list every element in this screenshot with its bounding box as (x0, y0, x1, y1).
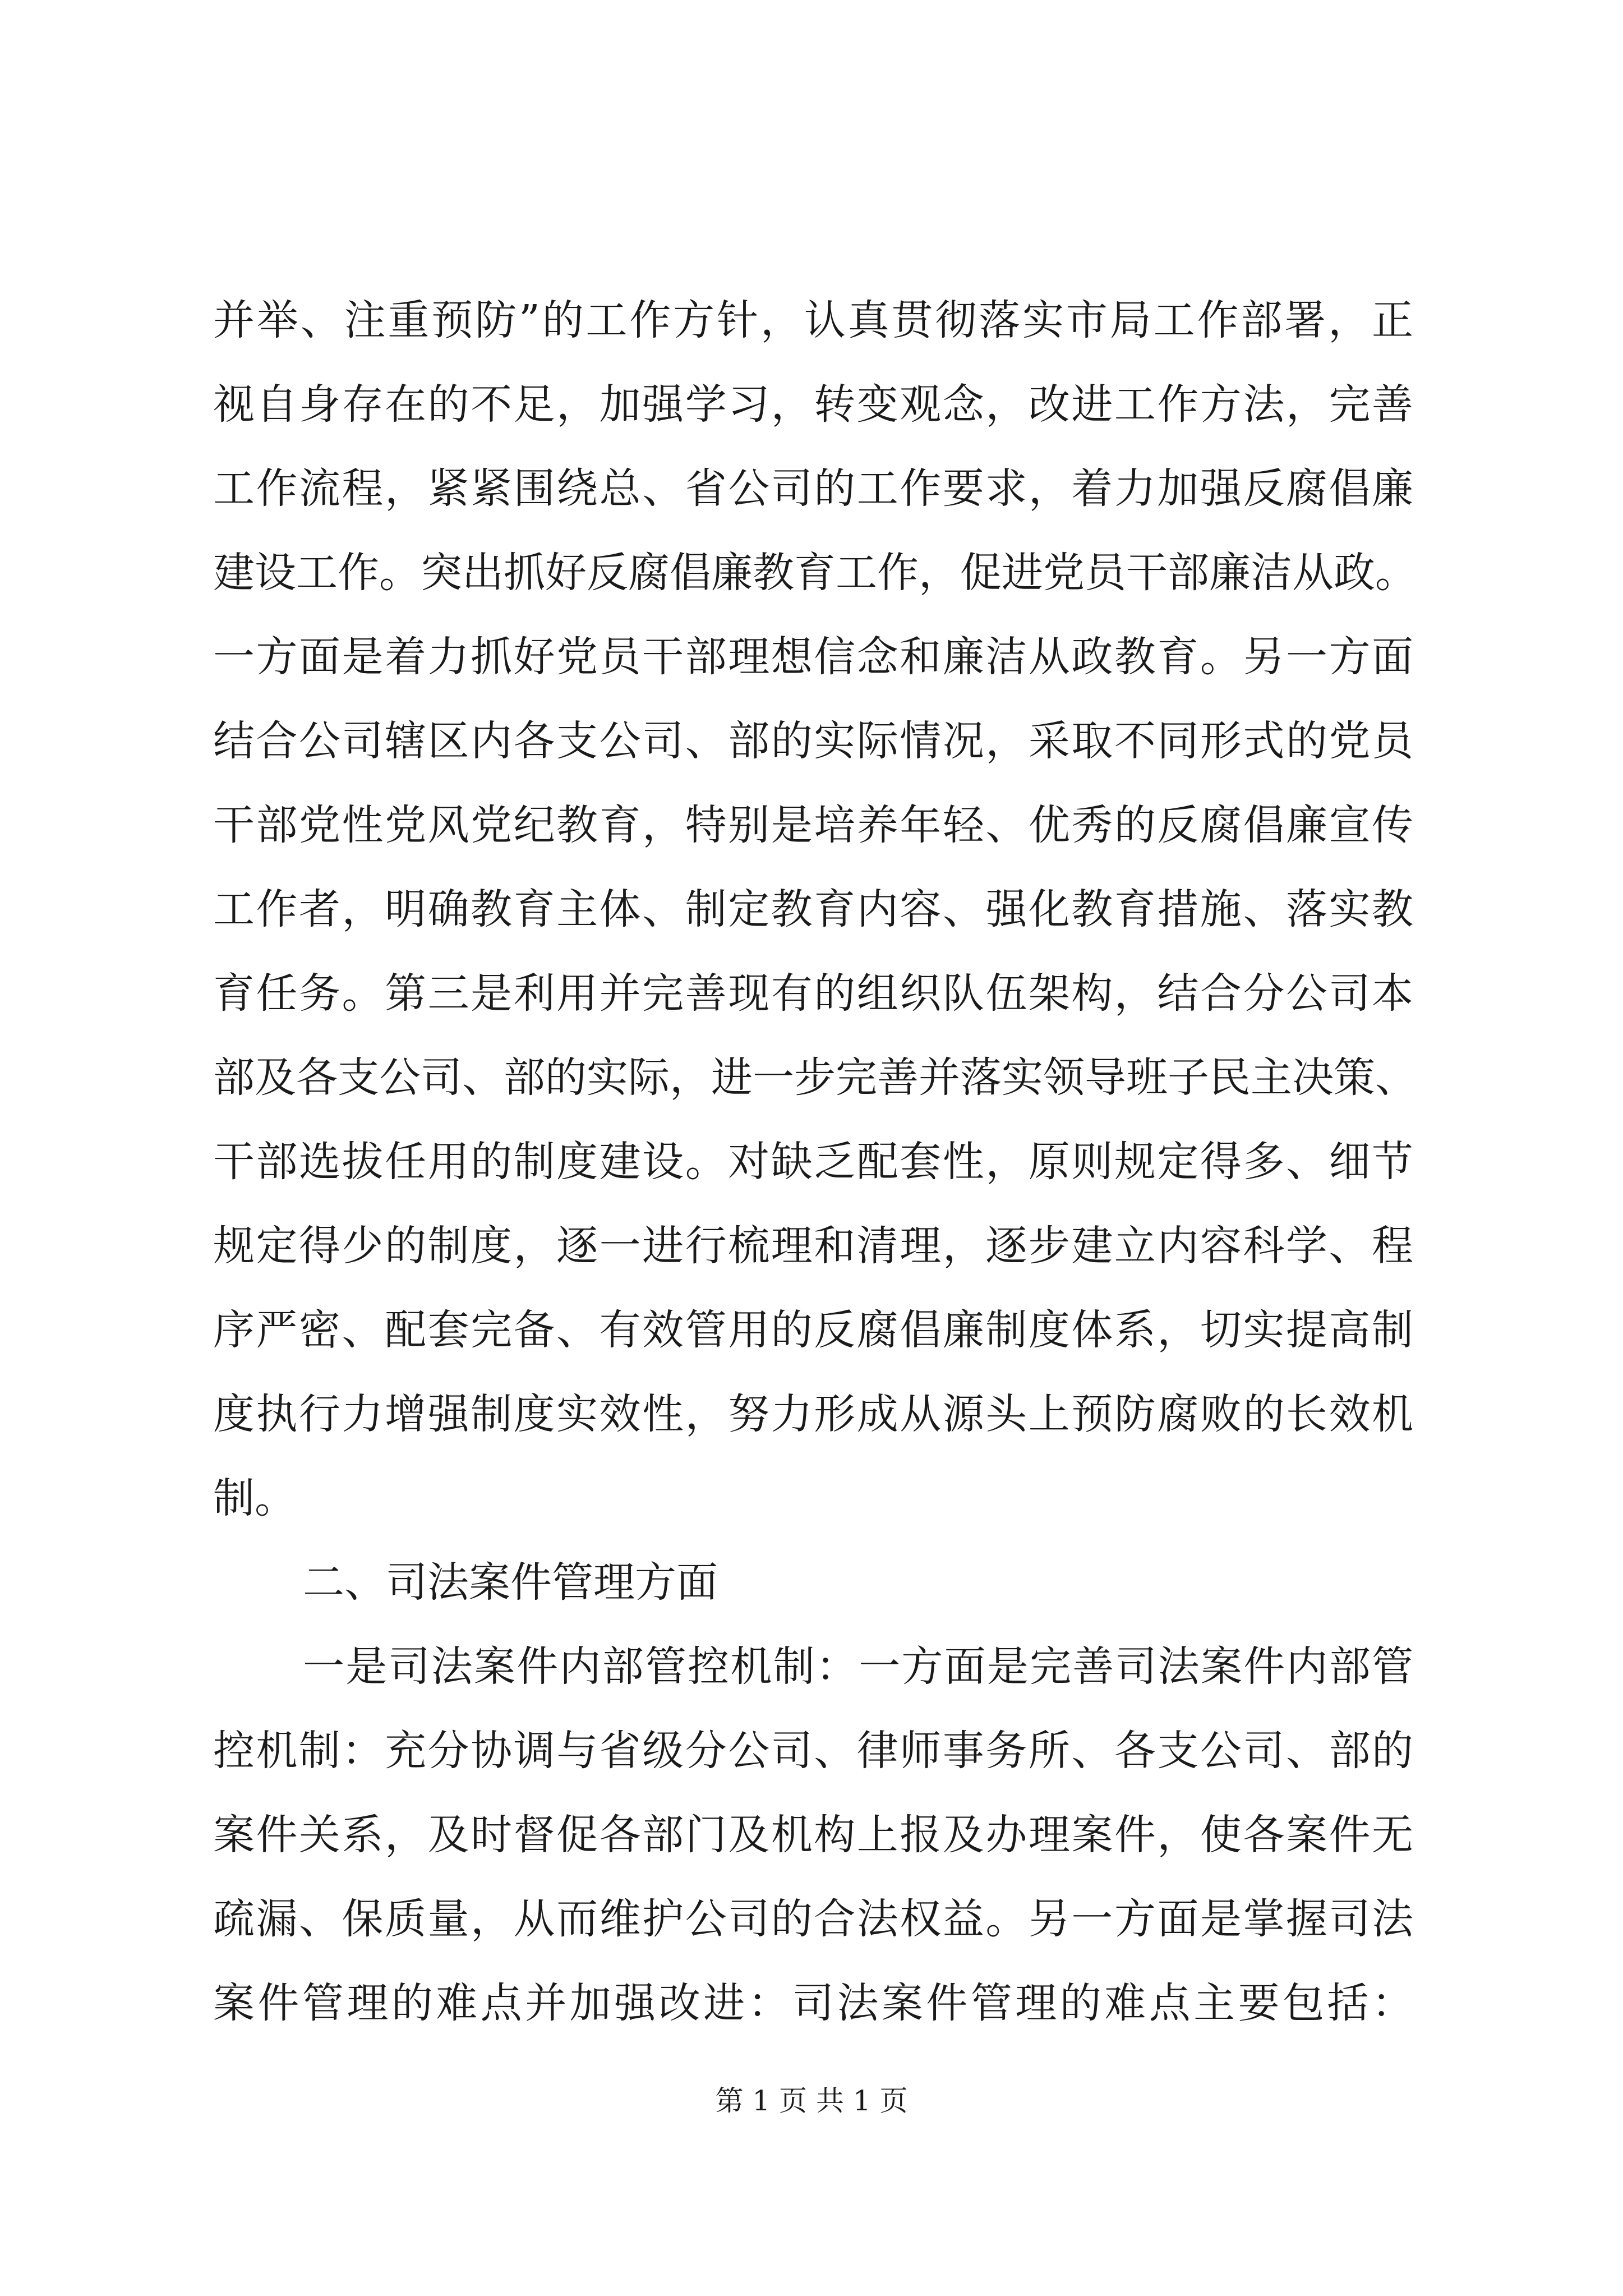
text-line: 干部选拔任用的制度建设。对缺乏配套性，原则规定得多、细节 (213, 1138, 1413, 1186)
text-line: 工作流程，紧紧围绕总、省公司的工作要求，着力加强反腐倡廉 (213, 464, 1413, 513)
text-line: 部及各支公司、部的实际，进一步完善并落实领导班子民主决策、 (213, 1053, 1417, 1102)
text-line: 控机制：充分协调与省级分公司、律师事务所、各支公司、部的 (213, 1727, 1413, 1775)
page-number-footer: 第 1 页 共 1 页 (715, 2085, 908, 2117)
text-line: 案件关系，及时督促各部门及机构上报及办理案件，使各案件无 (213, 1811, 1413, 1859)
text-line: 视自身存在的不足，加强学习，转变观念，改进工作方法，完善 (213, 380, 1413, 429)
text-line: 建设工作。突出抓好反腐倡廉教育工作，促进党员干部廉洁从政。 (213, 549, 1417, 597)
text-line: 干部党性党风党纪教育，特别是培养年轻、优秀的反腐倡廉宣传 (213, 801, 1413, 849)
text-line: 序严密、配套完备、有效管用的反腐倡廉制度体系，切实提高制 (213, 1306, 1413, 1354)
text-line: 案件管理的难点并加强改进：司法案件管理的难点主要包括： (213, 1979, 1413, 2027)
text-line: 结合公司辖区内各支公司、部的实际情况，采取不同形式的党员 (213, 717, 1413, 765)
section-heading: 二、司法案件管理方面 (303, 1558, 718, 1607)
text-line: 并举、注重预防”的工作方针，认真贯彻落实市局工作部署，正 (213, 296, 1413, 344)
text-line: 一是司法案件内部管控机制：一方面是完善司法案件内部管 (303, 1642, 1413, 1691)
text-line: 度执行力增强制度实效性，努力形成从源头上预防腐败的长效机 (213, 1390, 1413, 1438)
text-line: 一方面是着力抓好党员干部理想信念和廉洁从政教育。另一方面 (213, 633, 1413, 681)
text-line: 制。 (213, 1474, 296, 1522)
text-line: 育任务。第三是利用并完善现有的组织队伍架构，结合分公司本 (213, 969, 1413, 1018)
text-line: 工作者，明确教育主体、制定教育内容、强化教育措施、落实教 (213, 885, 1413, 933)
body-text (213, 278, 1417, 2045)
text-line: 规定得少的制度，逐一进行梳理和清理，逐步建立内容科学、程 (213, 1222, 1413, 1270)
text-line: 疏漏、保质量，从而维护公司的合法权益。另一方面是掌握司法 (213, 1895, 1413, 1943)
